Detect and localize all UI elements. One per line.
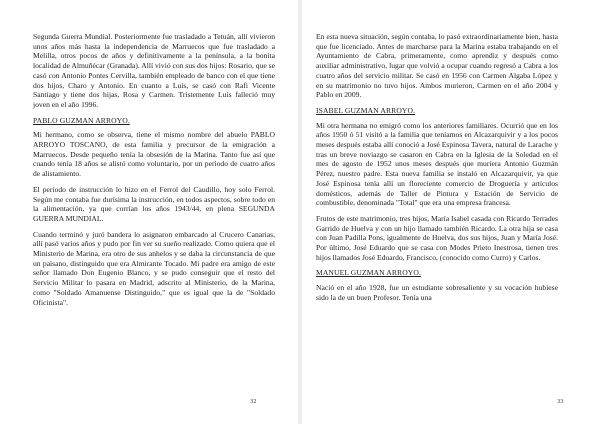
paragraph: Mi otra hermana no emigró como los anteriores familiares. Ocurrió que en los años 1950 ó 51 visitó a la familia que teníamos en Alcazarquivir y a los pocos meses después estaba allí conoció a José Espinosa Tavera, natural de Larache y tras un breve noviazgo se casaron en Cabra en la Iglesia de la Soledad en el mes de agosto de 1952 unos meses después que muriera Antonio Guzmán Pérez, nuestro padre. Esta nueva familia se instaló en Alcazarquivir, ya que José Espinosa tenía allí un floreciente comercio de Droguería y artículos domésticos, además de Taller de Pintura y Estación de Servicio de combustible, denominada "Total" que era una empresa francesa.: [316, 120, 558, 208]
section-heading-isabel: ISABEL GUZMAN ARROYO.: [316, 105, 416, 115]
section-heading-manuel: MANUEL GUZMAN ARROYO.: [316, 268, 421, 278]
left-page: [0, 0, 298, 424]
left-page-text-column: [33, 32, 275, 313]
paragraph: El periodo de instrucción lo hizo en el Ferrol del Caudillo, hoy solo Ferrol. Según me contaba fue durísima la instrucción, en todos aspectos, sobre todo en la alimentación, ya que corrían los años 1943/44, en plena SEGUNDA GUERRA MUNDIAL.: [33, 184, 275, 223]
paragraph: Cuando terminó y juró bandera lo asignaron embarcado al Crucero Canarias, allí pasó varios años y pudo por fin ver su sueño realizado. Como quiera que el Ministerio de Marina, era otro de sus anhelos y se daba la circunstancia de que un paisano, distinguido que era Almirante Tocado. Mi padre era amigo de este señor llamado Don Eugenio Blanco, y se pudo conseguir que el resto del Servicio Militar lo pasara en Madrid, adscrito al Ministerio, de la Marina, como "Soldado Amanuense Distinguido," que es igual que la de "Soldado Oficinista".: [33, 229, 275, 307]
paragraph: Nació en el año 1928, fue un estudiante sobresaliente y su vocación hubiese sido la de un buen Profesor. Tenía una: [316, 283, 558, 302]
right-page-text-column: [316, 32, 558, 309]
right-page: [302, 0, 600, 424]
page-number: 32: [250, 398, 257, 405]
paragraph: En esta nueva situación, según contaba, lo pasó extraordinariamente bien, hasta que fue licenciado. Antes de marcharse para la Marina estaba trabajando en el Ayuntamiento de Cabra, primeramente, como aprendiz y después como auxiliar administrativo, lugar que volvió a ocupar cuando regresó a Cabra a los cuatro años del servicio militar. Se casó en 1956 con Carmen Algaba López y en su matrimonio no tuvo hijos. Ambos murieron, Carmen en el año 2004 y Pablo en 2009.: [316, 32, 558, 100]
section-heading-pablo: PABLO GUZMAN ARROYO.: [33, 115, 130, 125]
paragraph: Frutos de este matrimonio, tres hijos, María Isabel casada con Ricardo Terrades Garrido de Huelva y con un hijo llamado también Ricardo. La otra hija se casa con Juan Padilla Pons, igualmente de Huelva, dos sus hijos, Juan y María José. Por último, José Eduardo que se casa con Modes Prieto Inestrosa, tienen tres hijos llamados José Eduardo, Francisco, (conocido como Curro) y Carlos.: [316, 213, 558, 262]
paragraph: Mi hermano, como se observa, tiene el mismo nombre del abuelo PABLO ARROYO TOSCANO, de esta familia y precursor de la emigración a Marruecos. Desde pequeño tenía la obsesión de la Marina. Tanto fue así que cuando tenía 18 años se alistó como voluntario, por un periodo de cuatro años de alistamiento.: [33, 130, 275, 179]
paragraph: Segunda Guerra Mundial. Posteriormente fue trasladado a Tetuán, allí vivieron unos años más hasta la independencia de Marruecos que fue trasladado a Melilla, otros pocos de años y definitivamente a la península, a la bonita localidad de Almuñécar (Granada). Allí vivió con sus dos hijos: Rosario, que se casó con Antonio Pontes Cervilla, también empleado de banco con el que tiene dos hijos, Charo y Antonio. En cuanto a Luis, se casó con Rafi Vicente Santiago y tiene dos hijas, Rosa y Carmen. Tristemente Luis falleció muy joven en el año 1996.: [33, 32, 275, 109]
page-number: 33: [557, 398, 564, 405]
